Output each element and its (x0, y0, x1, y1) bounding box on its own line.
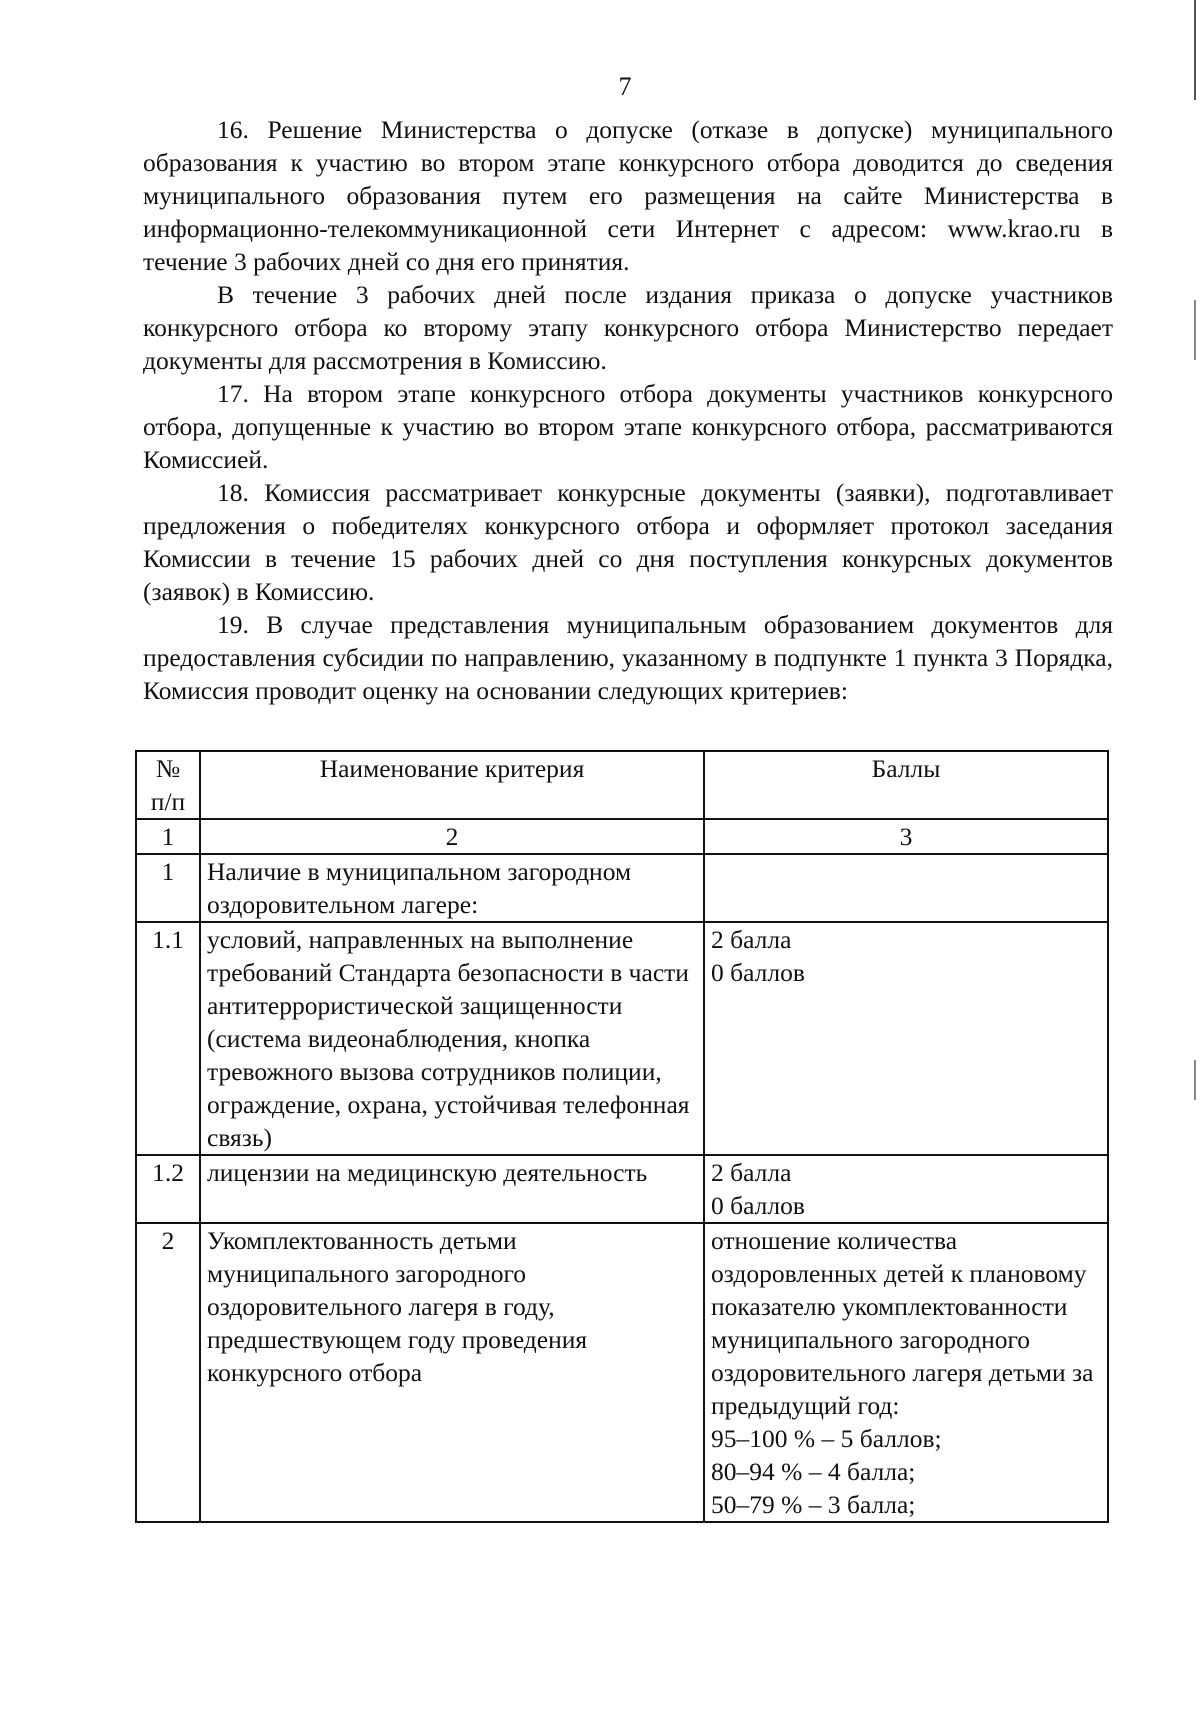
score-line: 80–94 % – 4 балла; (711, 1457, 916, 1486)
row-criterion: Наличие в муниципальном загородном оздоровительном лагере: (200, 854, 704, 922)
score-line: 95–100 % – 5 баллов; (711, 1424, 942, 1453)
row-score (704, 1223, 1108, 1522)
row-num: 2 (136, 1223, 200, 1522)
header-score: Баллы (704, 751, 1108, 819)
row-criterion: лицензии на медицинскую деятельность (200, 1155, 704, 1223)
page-number: 7 (618, 72, 632, 101)
row-criterion: условий, направленных на выполнение требований Стандарта безопасности в части антитеррористической защищенности (система видеонаблюдения, кнопка тревожного вызова сотрудников полиции, ограждение, охрана, устойчивая телефонная связь) (200, 922, 704, 1155)
row-score (704, 1155, 1108, 1223)
column-number: 3 (704, 819, 1108, 854)
score-line: 0 баллов (711, 958, 805, 987)
scan-edge-mark (1194, 300, 1196, 360)
score-line: отношение количества оздоровленных детей к плановому показателю укомплектованности муниципального загородного оздоровительного лагеря детьми за предыдущий год: (711, 1226, 1094, 1420)
score-line: 2 балла (711, 1158, 792, 1187)
scan-edge-mark (1194, 1060, 1196, 1100)
row-score (704, 854, 1108, 922)
document-body (143, 113, 1113, 707)
column-numbers-row (136, 819, 1108, 854)
paragraph-16: 16. Решение Министерства о допуске (отказе в допуске) муниципального образования к участию во втором этапе конкурсного отбора доводится до сведения муниципального образования путем его размещения на сайте Министерства в информационно-телекоммуникационной сети Интернет с адресом: www.krao.ru в течение 3 рабочих дней со дня его принятия. (143, 115, 1113, 276)
header-num: № п/п (136, 751, 200, 819)
row-num: 1.2 (136, 1155, 200, 1223)
column-number: 1 (136, 819, 200, 854)
table-row (136, 1155, 1108, 1223)
paragraph-19: 19. В случае представления муниципальным образованием документов для предоставления субсидии по направлению, указанному в подпункте 1 пункта 3 Порядка, Комиссия проводит оценку на основании следующих критериев: (143, 610, 1113, 705)
header-name: Наименование критерия (200, 751, 704, 819)
score-line: 50–79 % – 3 балла; (711, 1490, 916, 1519)
table-row (136, 1223, 1108, 1522)
table-header-row (136, 751, 1108, 819)
score-line: 0 баллов (711, 1191, 805, 1220)
score-line: 2 балла (711, 925, 792, 954)
paragraph-17: 17. На втором этапе конкурсного отбора документы участников конкурсного отбора, допущенные к участию во втором этапе конкурсного отбора, рассматриваются Комиссией. (143, 379, 1113, 474)
table-row (136, 854, 1108, 922)
column-number: 2 (200, 819, 704, 854)
table-row (136, 922, 1108, 1155)
row-num: 1.1 (136, 922, 200, 1155)
row-num: 1 (136, 854, 200, 922)
paragraph-18: 18. Комиссия рассматривает конкурсные документы (заявки), подготавливает предложения о победителях конкурсного отбора и оформляет протокол заседания Комиссии в течение 15 рабочих дней со дня поступления конкурсных документов (заявок) в Комиссию. (143, 478, 1113, 606)
paragraph-16-continued: В течение 3 рабочих дней после издания приказа о допуске участников конкурсного отбора ко второму этапу конкурсного отбора Министерство передает документы для рассмотрения в Комиссию. (143, 280, 1113, 375)
criteria-table (135, 750, 1109, 1523)
row-score (704, 922, 1108, 1155)
row-criterion: Укомплектованность детьми муниципального загородного оздоровительного лагеря в году, предшествующем году проведения конкурсного отбора (200, 1223, 704, 1522)
